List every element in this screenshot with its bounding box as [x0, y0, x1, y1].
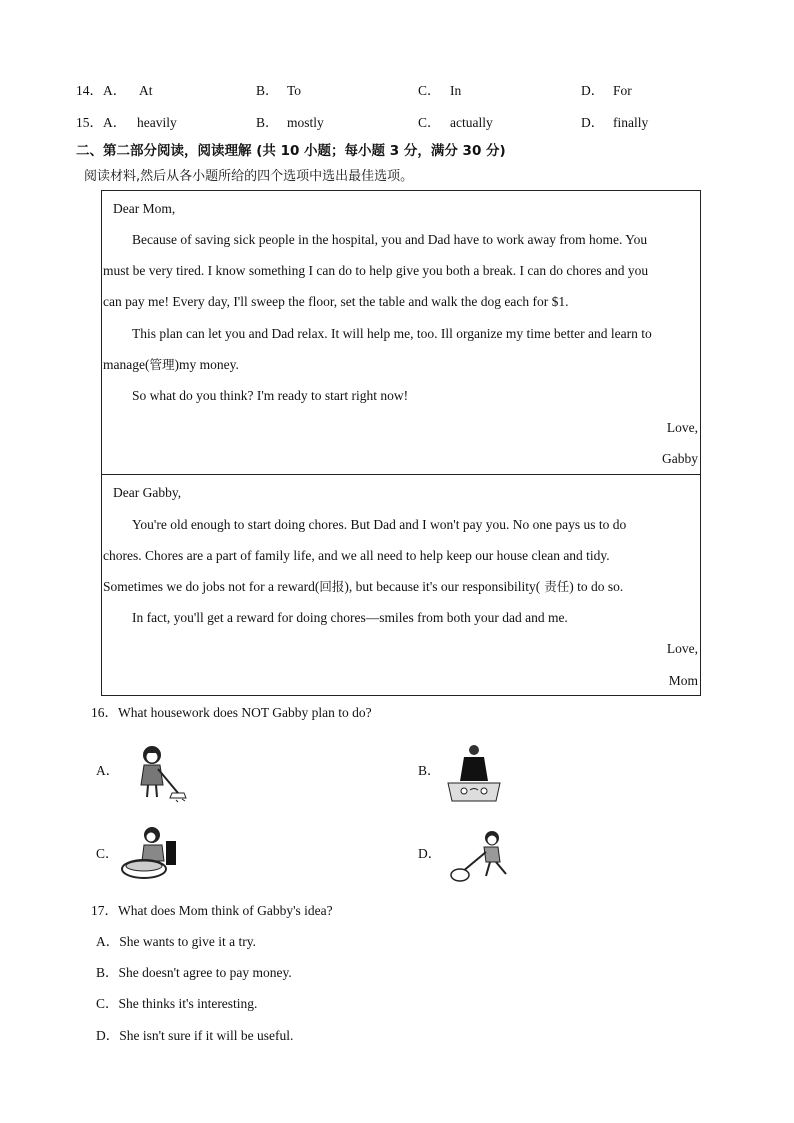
letter1-closing: Love,: [666, 420, 698, 435]
letter1-line: Because of saving sick people in the hospital, you and Dad have to work away from home. You: [132, 232, 648, 247]
question-14-options: [76, 81, 716, 101]
q15-option-b: mostly: [287, 115, 324, 130]
letter1-line: must be very tired. I know something I can do to help give you both a break. I can do chores and you: [103, 263, 649, 278]
letter1-gloss: 管理: [149, 357, 175, 372]
q17-option-a: A．She wants to give it a try.: [96, 934, 256, 949]
letter-from-mom: [101, 474, 701, 696]
letter2-text: ) to do so.: [569, 579, 624, 594]
letter1-greeting: Dear Mom,: [113, 201, 176, 216]
letter2-signature: Mom: [668, 673, 698, 688]
letter2-text: Sometimes we do jobs not for a reward(: [103, 579, 320, 594]
letter2-line: You're old enough to start doing chores. But Dad and I won't pay you. No one pays us to do: [132, 517, 627, 532]
q17-option-d: D．She isn't sure if it will be useful.: [96, 1028, 294, 1043]
letter1-text: manage(: [103, 357, 150, 372]
q15-option-c: actually: [450, 115, 493, 130]
q14-label-d: D．: [581, 83, 605, 98]
letter1-line: can pay me! Every day, I'll sweep the floor, set the table and walk the dog each for $1.: [103, 294, 569, 309]
letter1-line: This plan can let you and Dad relax. It will help me, too. Ill organize my time better and learn to: [132, 326, 652, 341]
letter2-text: ), but because it's our responsibility(: [344, 579, 541, 594]
person-setting-table-icon: [444, 743, 504, 803]
girl-sweeping-icon: [130, 741, 192, 803]
q15-option-a: heavily: [137, 115, 177, 130]
boy-mopping-icon: [446, 828, 512, 884]
q14-option-a: At: [139, 83, 153, 98]
q17-stem: 17．What does Mom think of Gabby's idea?: [91, 903, 333, 918]
q14-option-d: For: [613, 83, 632, 98]
section-title: 二、第二部分阅读，阅读理解 (共 10 小题；每小题 3 分，满分 30 分): [76, 143, 506, 159]
girl-washing-clothes-icon: [118, 825, 180, 881]
q17-option-b: B．She doesn't agree to pay money.: [96, 965, 292, 980]
letter2-closing: Love,: [666, 641, 698, 656]
q14-label-b: B．: [256, 83, 279, 98]
letter2-line: chores. Chores are a part of family life, and we all need to help keep our house clean and tidy.: [103, 548, 610, 563]
letter1-line: [103, 356, 239, 374]
q14-option-b: To: [287, 83, 302, 98]
letter1-text: )my money.: [174, 357, 239, 372]
q16-label-b: B．: [418, 763, 441, 778]
letter2-greeting: Dear Gabby,: [113, 485, 182, 500]
letter1-line: So what do you think? I'm ready to start right now!: [132, 388, 409, 403]
q16-label-a: A．: [96, 763, 120, 778]
letter2-gloss: 责任: [540, 579, 570, 594]
q15-label-d: D．: [581, 115, 605, 130]
letter2-gloss: 回报: [319, 579, 345, 594]
letter2-line: In fact, you'll get a reward for doing chores—smiles from both your dad and me.: [132, 610, 568, 625]
letter1-signature: Gabby: [662, 451, 698, 466]
letter-from-gabby: [101, 190, 701, 475]
q14-label-c: C．: [418, 83, 441, 98]
q16-label-d: D．: [418, 846, 442, 861]
q15-label-c: C．: [418, 115, 441, 130]
q14-option-c: In: [450, 83, 462, 98]
q14-number: 14．A．: [76, 83, 127, 98]
q15-option-d: finally: [613, 115, 649, 130]
question-15-options: [76, 113, 716, 133]
q15-number: 15．A．: [76, 115, 127, 130]
instruction-text: 阅读材料,然后从各小题所给的四个选项中选出最佳选项。: [84, 169, 414, 184]
letter2-line: [103, 578, 623, 596]
q15-label-b: B．: [256, 115, 279, 130]
q16-label-c: C．: [96, 846, 119, 861]
q17-option-c: C．She thinks it's interesting.: [96, 996, 258, 1011]
q16-stem: 16．What housework does NOT Gabby plan to do?: [91, 705, 372, 720]
